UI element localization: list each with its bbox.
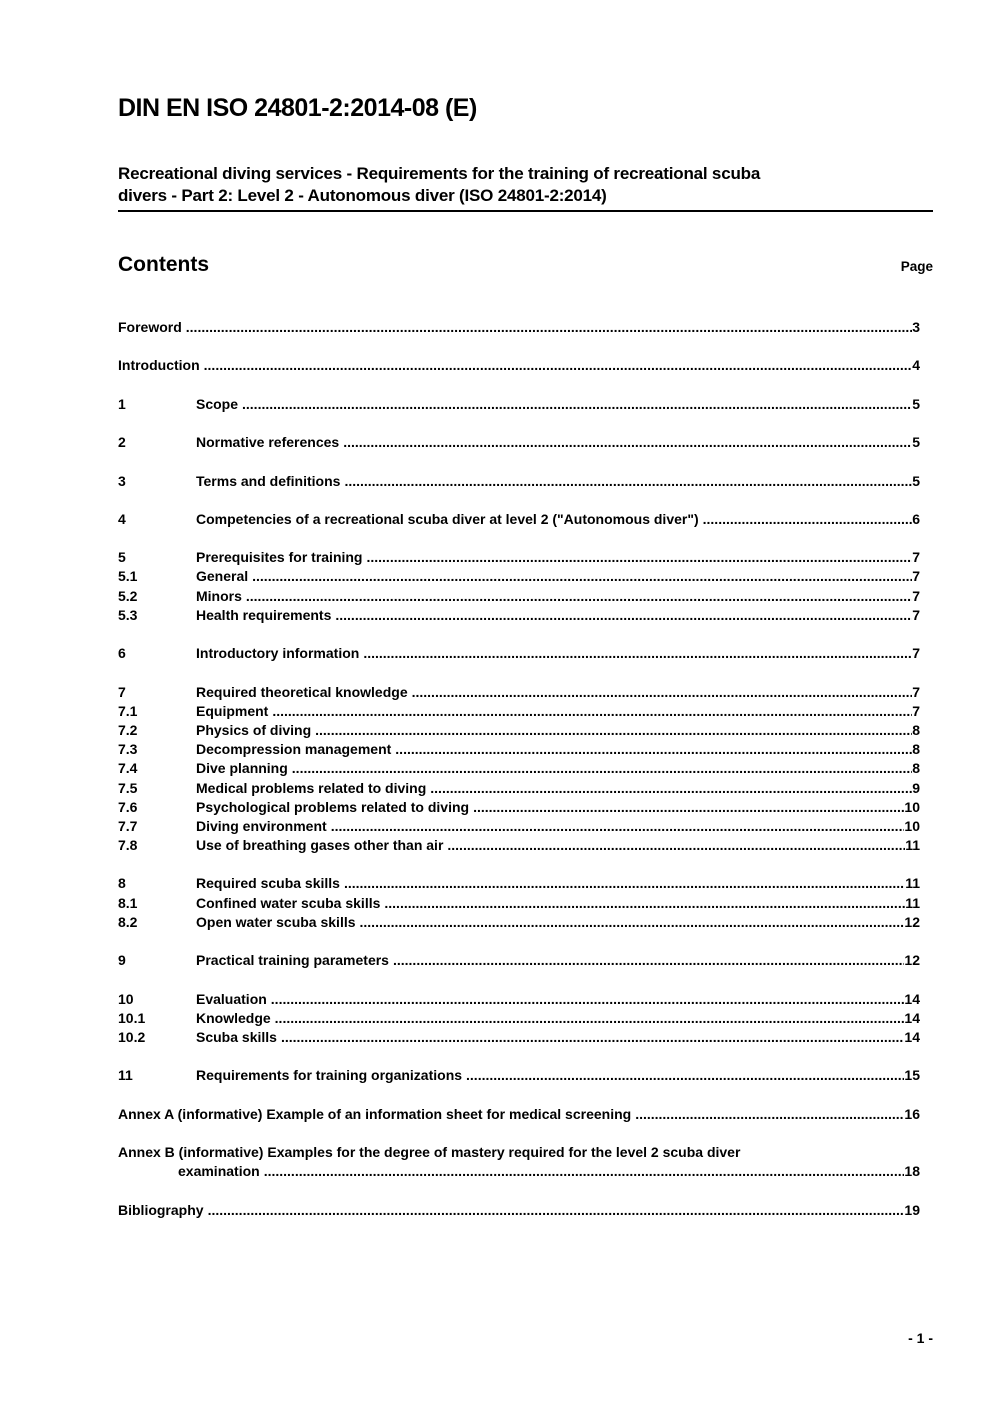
toc-leader-dots bbox=[275, 1009, 905, 1028]
toc-entry-title: Knowledge bbox=[196, 1009, 271, 1026]
toc-entry-page: 5 bbox=[912, 472, 920, 489]
toc-entry bbox=[118, 644, 920, 663]
toc-entry bbox=[118, 779, 920, 798]
toc-entry-page: 5 bbox=[912, 395, 920, 412]
toc-leader-dots bbox=[292, 759, 912, 778]
toc-entry bbox=[118, 606, 920, 625]
toc-entry-title: Bibliography bbox=[118, 1201, 204, 1218]
toc-entry-number: 8.1 bbox=[118, 894, 138, 911]
toc-entry-title: Diving environment bbox=[196, 817, 327, 834]
toc-entry bbox=[118, 1009, 920, 1028]
toc-leader-dots bbox=[363, 644, 912, 663]
toc-entry-page: 14 bbox=[904, 1009, 920, 1026]
table-of-contents bbox=[118, 318, 933, 1220]
document-title: DIN EN ISO 24801-2:2014-08 (E) bbox=[118, 94, 477, 122]
toc-entry-number: 5.1 bbox=[118, 568, 138, 585]
toc-entry-title: Required scuba skills bbox=[196, 875, 340, 892]
toc-entry-title: Introductory information bbox=[196, 645, 360, 662]
toc-entry bbox=[118, 567, 920, 586]
toc-entry-title: Health requirements bbox=[196, 606, 332, 623]
toc-leader-dots bbox=[315, 721, 912, 740]
toc-entry-page: 7 bbox=[912, 606, 920, 623]
toc-entry-number: 1 bbox=[118, 395, 126, 412]
toc-entry bbox=[118, 1162, 920, 1181]
toc-leader-dots bbox=[344, 874, 905, 893]
toc-leader-dots bbox=[335, 606, 912, 625]
toc-entry bbox=[118, 395, 920, 414]
toc-entry-number: 7 bbox=[118, 683, 126, 700]
toc-entry bbox=[118, 1028, 920, 1047]
toc-entry-title: Foreword bbox=[118, 319, 182, 335]
toc-entry-page: 4 bbox=[912, 357, 920, 374]
toc-entry bbox=[118, 874, 920, 893]
toc-entry bbox=[118, 740, 920, 759]
toc-entry-page: 7 bbox=[912, 702, 920, 719]
toc-leader-dots bbox=[360, 913, 905, 932]
toc-leader-dots bbox=[393, 951, 904, 970]
toc-entry-number: 7.3 bbox=[118, 741, 138, 758]
toc-leader-dots bbox=[271, 990, 905, 1009]
toc-entry-page: 7 bbox=[912, 549, 920, 566]
toc-entry-number: 10 bbox=[118, 990, 134, 1007]
page-column-label: Page bbox=[900, 259, 933, 274]
toc-entry-page: 8 bbox=[912, 760, 920, 777]
toc-entry-title: General bbox=[196, 568, 249, 585]
toc-leader-dots bbox=[384, 894, 905, 913]
toc-entry-page: 11 bbox=[905, 875, 920, 892]
toc-entry-page: 6 bbox=[912, 510, 920, 527]
toc-leader-dots bbox=[242, 395, 912, 414]
toc-entry bbox=[118, 1143, 920, 1162]
toc-entry-title: Equipment bbox=[196, 702, 269, 719]
toc-entry-page: 8 bbox=[912, 721, 920, 738]
toc-entry bbox=[118, 798, 920, 817]
toc-entry-page: 12 bbox=[904, 913, 920, 930]
toc-entry-title: Scope bbox=[196, 395, 239, 412]
toc-entry-page: 11 bbox=[905, 894, 920, 911]
toc-entry-title: Normative references bbox=[196, 434, 340, 451]
contents-heading: Contents bbox=[118, 253, 209, 276]
toc-entry-page: 8 bbox=[912, 741, 920, 758]
toc-entry-number: 8.2 bbox=[118, 913, 138, 930]
toc-entry bbox=[118, 951, 920, 970]
toc-leader-dots bbox=[412, 683, 913, 702]
contents-header bbox=[118, 253, 933, 277]
toc-entry-page: 5 bbox=[912, 434, 920, 451]
toc-entry-title: Terms and definitions bbox=[196, 472, 341, 489]
document-subtitle bbox=[118, 163, 933, 212]
toc-entry-number: 7.8 bbox=[118, 837, 138, 854]
toc-entry-page: 16 bbox=[904, 1105, 920, 1122]
toc-entry bbox=[118, 1066, 920, 1085]
toc-entry bbox=[118, 894, 920, 913]
toc-entry-title: Annex B (informative) Examples for the degree of mastery required for the level 2 scuba diver bbox=[118, 1144, 741, 1161]
toc-entry-title: Use of breathing gases other than air bbox=[196, 837, 444, 854]
toc-entry-number: 8 bbox=[118, 875, 126, 892]
toc-entry-page: 10 bbox=[904, 817, 920, 834]
toc-entry-number: 7.4 bbox=[118, 760, 138, 777]
toc-entry bbox=[118, 817, 920, 836]
document-subtitle-line: Recreational diving services - Requirements for the training of recreational scuba bbox=[118, 164, 761, 183]
toc-entry-title: Open water scuba skills bbox=[196, 913, 356, 930]
toc-entry-number: 11 bbox=[118, 1067, 133, 1084]
toc-entry-number: 5.3 bbox=[118, 606, 138, 623]
toc-entry-number: 10.1 bbox=[118, 1009, 146, 1026]
toc-entry-title: Dive planning bbox=[196, 760, 288, 777]
toc-entry-page: 7 bbox=[912, 587, 920, 604]
toc-entry bbox=[118, 548, 920, 567]
page-number-footer: - 1 - bbox=[908, 1330, 933, 1346]
toc-leader-dots bbox=[272, 702, 912, 721]
toc-entry-number: 9 bbox=[118, 952, 126, 969]
toc-entry bbox=[118, 990, 920, 1009]
toc-entry bbox=[118, 759, 920, 778]
toc-entry-page: 10 bbox=[904, 798, 920, 815]
toc-entry-title: Confined water scuba skills bbox=[196, 894, 381, 911]
toc-entry-page: 19 bbox=[904, 1201, 920, 1218]
toc-leader-dots bbox=[430, 779, 912, 798]
toc-entry-title: examination bbox=[178, 1163, 260, 1180]
toc-leader-dots bbox=[343, 433, 912, 452]
toc-entry-page: 11 bbox=[905, 837, 920, 854]
toc-entry-page: 14 bbox=[904, 990, 920, 1007]
toc-leader-dots bbox=[447, 836, 905, 855]
toc-entry bbox=[118, 721, 920, 740]
toc-entry-page: 3 bbox=[912, 319, 920, 335]
toc-entry-number: 6 bbox=[118, 645, 126, 662]
toc-entry-number: 7.6 bbox=[118, 798, 138, 815]
toc-entry bbox=[118, 683, 920, 702]
toc-entry-number: 5 bbox=[118, 549, 126, 566]
toc-entry-number: 7.1 bbox=[118, 702, 138, 719]
toc-entry-title: Physics of diving bbox=[196, 721, 312, 738]
toc-leader-dots bbox=[252, 567, 912, 586]
toc-leader-dots bbox=[281, 1028, 904, 1047]
toc-entry-title: Decompression management bbox=[196, 741, 392, 758]
toc-entry bbox=[118, 1201, 920, 1220]
toc-entry-number: 2 bbox=[118, 434, 126, 451]
toc-leader-dots bbox=[186, 318, 912, 337]
toc-entry-page: 15 bbox=[904, 1067, 920, 1084]
toc-entry-page: 7 bbox=[912, 683, 920, 700]
toc-entry bbox=[118, 356, 920, 375]
toc-entry-page: 9 bbox=[912, 779, 920, 796]
toc-entry-number: 7.2 bbox=[118, 721, 138, 738]
toc-entry-title: Annex A (informative) Example of an information sheet for medical screening bbox=[118, 1105, 632, 1122]
toc-entry-page: 14 bbox=[904, 1028, 920, 1045]
toc-leader-dots bbox=[344, 472, 912, 491]
toc-entry-title: Medical problems related to diving bbox=[196, 779, 427, 796]
toc-leader-dots bbox=[703, 510, 913, 529]
document-subtitle-line: divers - Part 2: Level 2 - Autonomous diver (ISO 24801-2:2014) bbox=[118, 186, 607, 205]
toc-entry-title: Minors bbox=[196, 587, 242, 604]
toc-entry-page: 7 bbox=[912, 645, 920, 662]
toc-entry bbox=[118, 433, 920, 452]
toc-entry bbox=[118, 913, 920, 932]
toc-entry-title: Scuba skills bbox=[196, 1028, 277, 1045]
toc-entry bbox=[118, 1105, 920, 1124]
toc-leader-dots bbox=[366, 548, 912, 567]
toc-leader-dots bbox=[204, 356, 913, 375]
toc-entry-number: 5.2 bbox=[118, 587, 138, 604]
toc-entry-page: 12 bbox=[904, 952, 920, 969]
toc-entry-title: Introduction bbox=[118, 357, 200, 374]
toc-entry-title: Requirements for training organizations bbox=[196, 1067, 463, 1084]
toc-entry-number: 10.2 bbox=[118, 1028, 146, 1045]
toc-leader-dots bbox=[635, 1105, 904, 1124]
toc-entry-title: Psychological problems related to diving bbox=[196, 798, 470, 815]
toc-entry-number: 4 bbox=[118, 510, 126, 527]
toc-entry bbox=[118, 510, 920, 529]
toc-leader-dots bbox=[331, 817, 905, 836]
toc-entry-title: Evaluation bbox=[196, 990, 267, 1007]
toc-entry bbox=[118, 587, 920, 606]
toc-entry-title: Required theoretical knowledge bbox=[196, 683, 408, 700]
toc-entry-number: 3 bbox=[118, 472, 126, 489]
toc-entry bbox=[118, 702, 920, 721]
toc-leader-dots bbox=[473, 798, 904, 817]
toc-entry-number: 7.7 bbox=[118, 817, 138, 834]
toc-entry bbox=[118, 472, 920, 491]
toc-leader-dots bbox=[395, 740, 912, 759]
toc-entry-title: Prerequisites for training bbox=[196, 549, 363, 566]
toc-entry-page: 18 bbox=[904, 1163, 920, 1180]
toc-entry-title: Practical training parameters bbox=[196, 952, 389, 969]
toc-leader-dots bbox=[466, 1066, 904, 1085]
toc-entry-page: 7 bbox=[912, 568, 920, 585]
toc-entry-number: 7.5 bbox=[118, 779, 138, 796]
toc-leader-dots bbox=[208, 1201, 905, 1220]
toc-leader-dots bbox=[246, 587, 912, 606]
toc-entry bbox=[118, 318, 920, 337]
toc-leader-dots bbox=[264, 1162, 905, 1181]
toc-entry bbox=[118, 836, 920, 855]
toc-entry-title: Competencies of a recreational scuba diver at level 2 ("Autonomous diver") bbox=[196, 510, 699, 527]
